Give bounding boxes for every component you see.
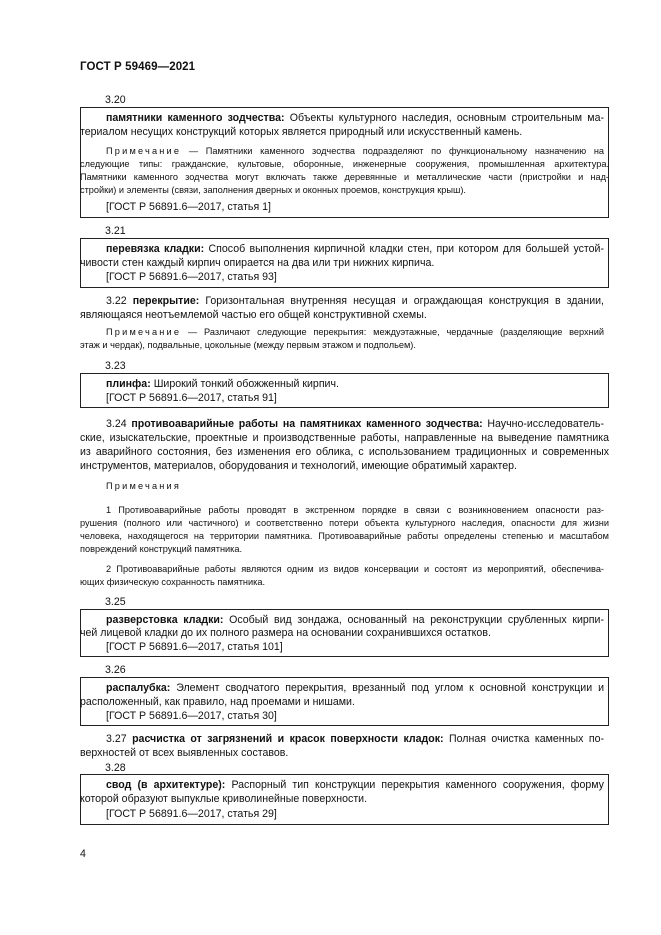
term-3-22-def-1: Горизонтальная внутренняя несущая и ограждающая конструкция в здании, [205,295,604,307]
standard-header: ГОСТ Р 59469—2021 [80,61,196,73]
term-3-21-line-1 [106,243,604,255]
term-3-28-line-2: которой образуют выпуклые криволинейные поверхности. [80,793,368,805]
term-3-26-line-2: расположенный, как правило, над проемами и нишами. [80,696,355,708]
term-3-23-def-1: Широкий тонкий обожженный кирпич. [153,378,339,390]
note-3-24-1-line-2: рушения (полного или частичного) и соответственно потери объекта культурного наследия, опасности для жизни [80,518,609,528]
note-3-20-line-4: стройки) и элементы (связи, заполнения дверных и оконных проемов, конструкция крыш). [80,185,466,195]
term-3-21-def-1: Способ выполнения кирпичной кладки стен, при котором для большей устой- [208,243,604,255]
ref-3-25: [ГОСТ Р 56891.6—2017, статья 101] [106,641,283,653]
note-3-24-2-line-1: 2 Противоаварийные работы являются одним из видов консервации и состоят из мероприятий, обеспечива- [106,564,604,574]
note-3-20-line-2: следующие типы: гражданские, культовые, оборонные, инженерные сооружения, промышленная архитектура. [80,159,609,169]
ref-3-20: [ГОСТ Р 56891.6—2017, статья 1] [106,201,271,213]
term-number-3-24: 3.24 [106,418,127,430]
term-number-3-25: 3.25 [105,596,126,608]
note-3-22-line-1 [106,327,604,338]
term-3-24-def-1: Научно-исследователь- [487,418,604,430]
term-3-27-line-1 [106,733,604,745]
term-3-23-line-1 [106,378,604,390]
term-3-25-line-1 [106,614,604,626]
term-3-28-line-1 [106,779,604,791]
notes-3-24-label: Примечания [106,481,182,491]
term-number-3-23: 3.23 [105,360,126,372]
term-3-24-title: противоаварийные работы на памятниках каменного зодчества: [131,418,483,430]
term-3-23-title: плинфа: [106,378,151,390]
term-3-28-def-1: Распорный тип конструкции перекрытия каменного сооружения, форму [231,779,604,791]
term-3-24-line-2: ские, изыскательские, проектные и производственные работы, направленные на выведение памятника [80,432,609,444]
term-3-22-line-2: являющаяся неотъемлемой частью его общей конструктивной схемы. [80,309,427,321]
term-number-3-26: 3.26 [105,664,126,676]
note-3-22-text-1: — Различают следующие перекрытия: междуэтажные, чердачные (разделяющие верхний [188,327,604,337]
note-3-24-1-line-4: повреждений конструкций памятника. [80,544,243,554]
ref-3-23: [ГОСТ Р 56891.6—2017, статья 91] [106,392,277,404]
page-number: 4 [80,848,86,860]
term-3-22-line-1 [106,295,604,307]
term-3-27-title: расчистка от загрязнений и красок поверхности кладок: [132,733,444,745]
ref-3-26: [ГОСТ Р 56891.6—2017, статья 30] [106,710,277,722]
term-3-20-line-2: териалом несущих конструкций которых является природный или искусственный камень. [80,126,523,138]
term-3-20-line-1 [106,112,604,124]
term-3-26-title: распалубка: [106,682,171,694]
note-3-20-line-1 [106,146,604,157]
note-3-20-label: Примечание [106,146,182,156]
note-3-24-2-line-2: ющих физическую сохранность памятника. [80,577,266,587]
note-3-24-1-line-3: человека, находящегося на территории памятника. Противоаварийные работы определены степенью и масштабом [80,531,609,541]
term-3-27-def-1: Полная очистка каменных по- [449,733,604,745]
term-number-3-21: 3.21 [105,225,126,237]
term-3-24-line-3: из аварийного состояния, без изменения его облика, с использованием традиционных и современных [80,446,609,458]
ref-3-28: [ГОСТ Р 56891.6—2017, статья 29] [106,808,277,820]
term-3-21-line-2: чивости стен каждый кирпич опирается на два или три нижних кирпича. [80,257,435,269]
term-number-3-20: 3.20 [105,94,126,106]
note-3-20-line-3: Памятники каменного зодчества могут включать также деревянные и металлические части (пристройки и над- [80,172,609,182]
term-3-25-line-2: чей лицевой кладки до их полного размера на основании сохранившихся остатков. [80,627,491,639]
term-3-27-line-2: верхностей от всех выявленных составов. [80,747,289,759]
term-number-3-28: 3.28 [105,762,126,774]
term-3-26-def-1: Элемент сводчатого перекрытия, врезанный под углом к основной конструкции и [176,682,604,694]
term-3-25-def-1: Особый вид зондажа, основанный на реконструкции срубленных кирпи- [229,614,604,626]
note-3-24-1-line-1: 1 Противоаварийные работы проводят в экстренном порядке в связи с возникновением опасности раз- [106,505,604,515]
term-3-24-line-1 [106,418,604,430]
term-3-25-title: разверстовка кладки: [106,614,224,626]
term-3-28-title: свод (в архитектуре): [106,779,226,791]
term-3-20-def-1: Объекты культурного наследия, основным строительным ма- [289,112,604,124]
term-3-21-title: перевязка кладки: [106,243,205,255]
note-3-22-line-2: этаж и чердак), подвальные, цокольные (между первым этажом и подпольем). [80,340,416,350]
note-3-20-text-1: — Памятники каменного зодчества подразделяют по функциональному назначению на [188,146,605,156]
term-number-3-22: 3.22 [106,295,127,307]
term-3-20-title: памятники каменного зодчества: [106,112,285,124]
term-3-22-title: перекрытие: [132,295,200,307]
term-3-26-line-1 [106,682,604,694]
term-number-3-27: 3.27 [106,733,127,745]
term-3-24-line-4: инструментов, материалов, оборудования и технологий, имеющие обратимый характер. [80,460,517,472]
ref-3-21: [ГОСТ Р 56891.6—2017, статья 93] [106,271,277,283]
note-3-22-label: Примечание [106,327,182,337]
